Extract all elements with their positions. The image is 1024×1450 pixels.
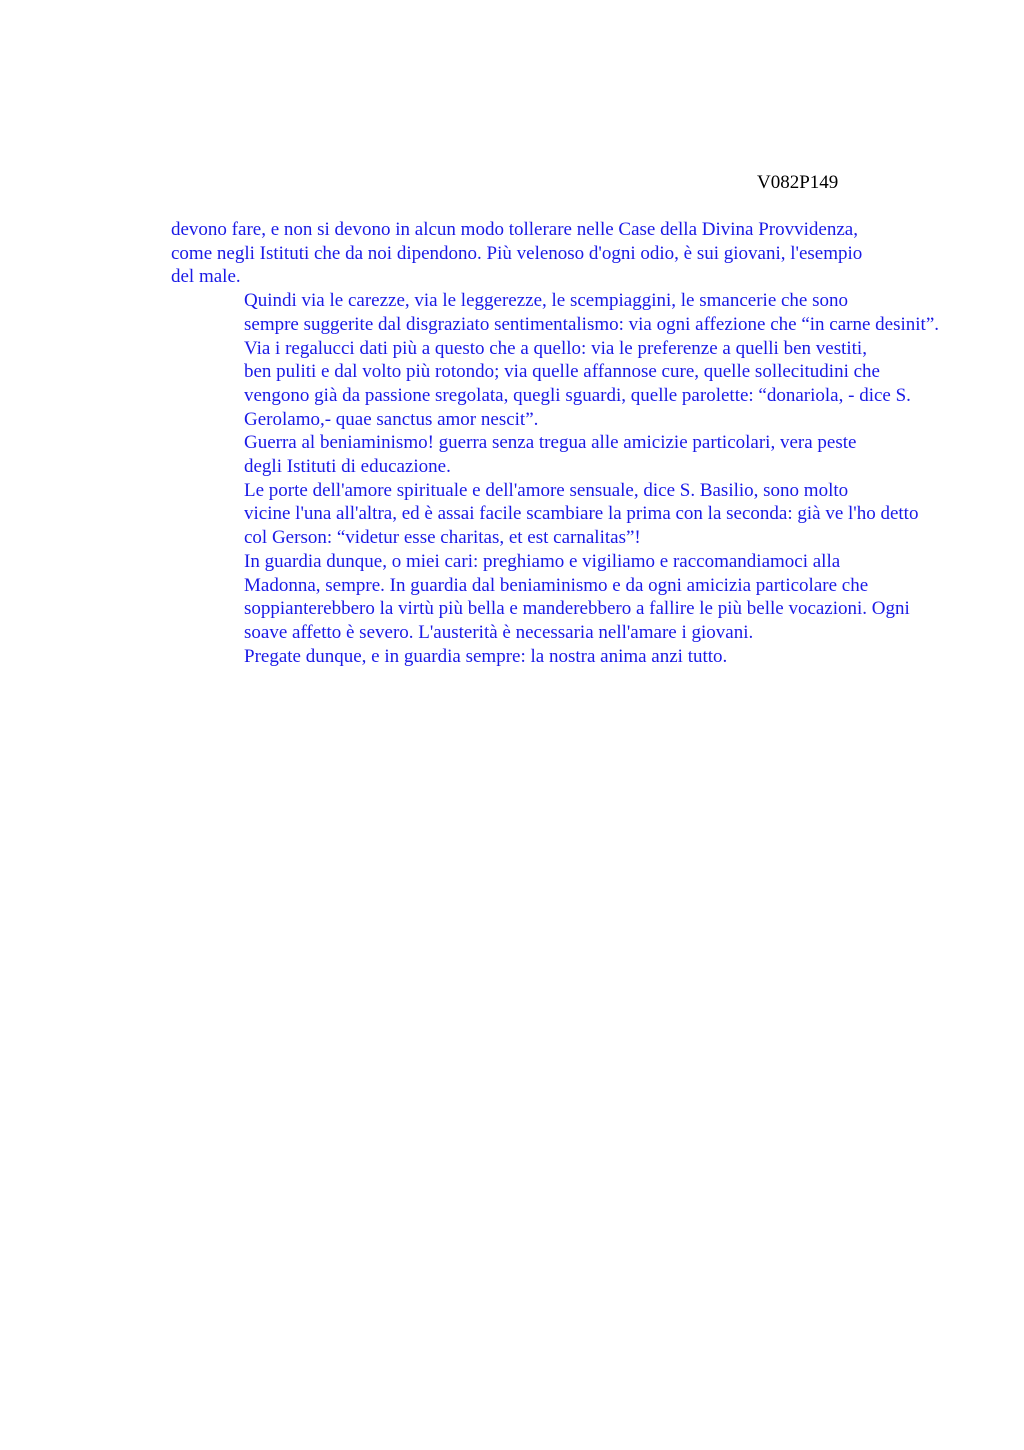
- text-line: Quindi via le carezze, via le leggerezze, le scempiaggini, le smancerie che sono: [244, 290, 849, 312]
- text-line: del male.: [171, 266, 241, 288]
- text-line: come negli Istituti che da noi dipendono. Più velenoso d'ogni odio, è sui giovani, l'esempio: [171, 242, 863, 264]
- text-line: ben puliti e dal volto più rotondo; via quelle affannose cure, quelle sollecitudini che: [244, 361, 880, 383]
- paragraph: [171, 431, 931, 478]
- paragraph: [171, 550, 931, 645]
- paragraph: [171, 289, 940, 336]
- page-code: V082P149: [757, 172, 839, 193]
- text-line: soave affetto è severo. L'austerità è necessaria nell'amare i giovani.: [244, 621, 754, 643]
- paragraph: [171, 218, 931, 289]
- paragraph: [171, 479, 931, 550]
- text-line: sempre suggerite dal disgraziato sentimentalismo: via ogni affezione che “in carne desinit”.: [244, 313, 940, 335]
- text-line: vicine l'una all'altra, ed è assai facile scambiare la prima con la seconda: già ve l'ho detto: [244, 503, 919, 525]
- text-line: Gerolamo,- quae sanctus amor nescit”.: [244, 408, 539, 430]
- text-line: vengono già da passione sregolata, quegli sguardi, quelle parolette: “donariola, - dice S.: [244, 384, 911, 406]
- text-line: degli Istituti di educazione.: [244, 456, 451, 478]
- text-line: col Gerson: “videtur esse charitas, et est carnalitas”!: [244, 527, 641, 549]
- paragraph: [171, 645, 931, 669]
- text-line: Le porte dell'amore spirituale e dell'amore sensuale, dice S. Basilio, sono molto: [244, 479, 849, 501]
- paragraph: [171, 337, 931, 432]
- text-line: soppianterebbero la virtù più bella e manderebbero a fallire le più belle vocazioni. Ogni: [244, 598, 910, 620]
- body-text: [171, 218, 940, 668]
- text-line: Madonna, sempre. In guardia dal beniaminismo e da ogni amicizia particolare che: [244, 574, 869, 596]
- text-line: Pregate dunque, e in guardia sempre: la nostra anima anzi tutto.: [244, 645, 728, 667]
- text-line: Guerra al beniaminismo! guerra senza tregua alle amicizie particolari, vera peste: [244, 432, 857, 454]
- text-line: Via i regalucci dati più a questo che a quello: via le preferenze a quelli ben vestiti,: [244, 337, 867, 359]
- text-line: In guardia dunque, o miei cari: preghiamo e vigiliamo e raccomandiamoci alla: [244, 550, 841, 572]
- text-line: devono fare, e non si devono in alcun modo tollerare nelle Case della Divina Provvidenza,: [171, 219, 858, 240]
